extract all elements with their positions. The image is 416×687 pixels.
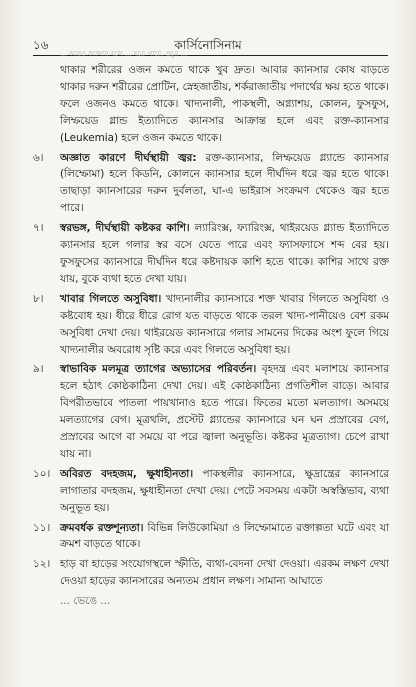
item-text: ... ভেঙে ... bbox=[60, 595, 111, 608]
item-heading: স্বাভাবিক মলমূত্র ত্যাগের অভ্যাসের পরিবর্তন। bbox=[60, 363, 257, 376]
item-number: ৬। bbox=[33, 151, 44, 164]
list-item bbox=[33, 556, 389, 590]
item-number: ১০। bbox=[33, 467, 51, 480]
list-item bbox=[33, 361, 389, 462]
item-number: ৭। bbox=[33, 222, 44, 235]
item-number: ১২। bbox=[33, 558, 51, 571]
list-item bbox=[33, 291, 389, 359]
item-number: ৮। bbox=[33, 292, 44, 305]
body-text bbox=[33, 62, 389, 687]
item-text: খাদ্যনালীর ক্যানসারে শক্ত খাবার গিলতে অসুবিধা ও কষ্টবোধ হয়। ধীরে ধীরে রোগ যত বাড়তে থাকে তরল খাদ্য-পানীয়েও বেশ রকম অসুবিধা দেখা দেয়। থাইরয়েড ক্যানসারে গলার সামনের দিকের অংশ ফুলে গিয়ে খাদ্যনালীর অবরোধ সৃষ্টি করে এবং গিলতে অসুবিধা হয়। bbox=[60, 292, 389, 356]
running-title: কার্সিনোসিনাম bbox=[174, 38, 242, 52]
page-header bbox=[0, 0, 416, 50]
item-text: বিভিন্ন লিউকোমিয়া ও লিম্ফোমাতে রক্তাল্পতা ঘটে এবং যা ক্রমশ বাড়তে থাকে। bbox=[60, 521, 389, 551]
list-item bbox=[33, 593, 389, 610]
list-item bbox=[33, 466, 389, 517]
list-item bbox=[33, 150, 389, 218]
item-number: ১১। bbox=[33, 521, 51, 534]
item-heading: অজ্ঞাত কারণে দীর্ঘস্থায়ী জ্বর: bbox=[60, 151, 197, 164]
item-text: বৃহদন্ত্র এবং মলাশয়ে ক্যানসার হলে হঠাৎ কোষ্ঠকাঠিন্য দেখা দেয়। এই কোষ্ঠকাঠিন্য প্রগতিশীল বাড়ে। আবার বিপরীতভাবে পাতলা পায়খানাও হতে পারে। ফিতের মতো মলত্যাগ। অসময়ে মলত্যাগের বেগ। মূত্রথলি, প্রস্টেট গ্ল্যান্ডের ক্যানসারে ঘন ঘন প্রস্রাবের বেগ, প্রস্রাবের আগে বা সময়ে বা পরে জ্বালা অনুভূতি। কষ্টকর মূত্রত্যাগ। চেপে রাখা যায় না। bbox=[60, 363, 389, 460]
item-text: হাড় বা হাড়ের সংযোগস্থলে স্ফীতি, ব্যথা-বেদনা দেখা দেওয়া। এরকম লক্ষণ দেখা দেওয়া হাড়ের ক্যানসারের অন্যতম প্রধান লক্ষণ। সামান্য আঘাতে bbox=[60, 558, 389, 588]
item-heading: স্বরভঙ্গ, দীর্ঘস্থায়ী কষ্টকর কাশি। bbox=[60, 222, 190, 235]
bleed-through-text: ... আরও ক্যান্সার হলে ... হতে পারে, প্রচুর ... bbox=[60, 50, 188, 58]
item-heading: অবিরত বদহজম, ক্ষুধাহীনতা। bbox=[60, 467, 194, 480]
item-text: পাকস্থলীর ক্যানসারে, ক্ষুদ্রান্ত্রের ক্যানসারে লাগাতার বদহজম, ক্ষুধাহীনতা দেখা দেয়। পেটে সবসময় একটা অস্বস্তিভাব, ব্যথা অনুভূত হয়। bbox=[60, 467, 389, 514]
list-item bbox=[33, 220, 389, 288]
list-item bbox=[33, 62, 389, 147]
page-number: ১৬ bbox=[33, 38, 49, 52]
list-item bbox=[33, 520, 389, 554]
item-heading: খাবার গিলতে অসুবিধা। bbox=[60, 292, 162, 305]
item-text: রক্ত-ক্যানসার, লিম্ফয়েড গ্ল্যান্ডে ক্যানসার (লিম্ফোমা) হলে কিডনি, কোলনে ক্যানসার হলে দীর্ঘদিন ধরে জ্বর হতে থাকে। তাছাড়া ক্যানসারের দরুন দুর্বলতা, ঘা-এ ভাইরাস সংক্রমণ থেকেও জ্বর হতে পারে। bbox=[60, 151, 389, 215]
item-text: থাকার শরীরের ওজন কমতে থাকে খুব দ্রুত। আবার ক্যানসার কোষ বাড়তে থাকার দরুন শরীরের প্রোটিন, স্নেহজাতীয়, শর্করাজাতীয় পদার্থের ক্ষয় হতে থাকে। ফলে ওজনও কমতে থাকে। খাদ্যনালী, পাকস্থলী, অগ্ন্যাশয়, কোলন, ফুসফুস, লিম্ফয়েড গ্লান্ড ইত্যাদিতে ক্যানসার আক্রান্ত হলে এবং রক্ত-ক্যানসার (Leukemia) হলে ওজন কমতে থাকে। bbox=[60, 64, 389, 144]
item-text: ল্যারিংক্স, ফ্যারিংক্স, থাইরয়েড গ্ল্যান্ড ইত্যাদিতে ক্যানসার হলে গলার স্বর বসে যেতে পারে এবং ফ্যাসফ্যাসে শব্দ বের হয়। ফুসফুসের ক্যানসারে দীর্ঘদিন ধরে কষ্টদায়ক কাশি হতে থাকে। কাশির সাথে রক্ত যায়, বুকে ব্যথা হতে দেখা যায়। bbox=[60, 222, 389, 285]
item-heading: ক্রমবর্ধক রক্তশূন্যতা। bbox=[60, 521, 144, 534]
item-number: ৯। bbox=[33, 363, 44, 376]
